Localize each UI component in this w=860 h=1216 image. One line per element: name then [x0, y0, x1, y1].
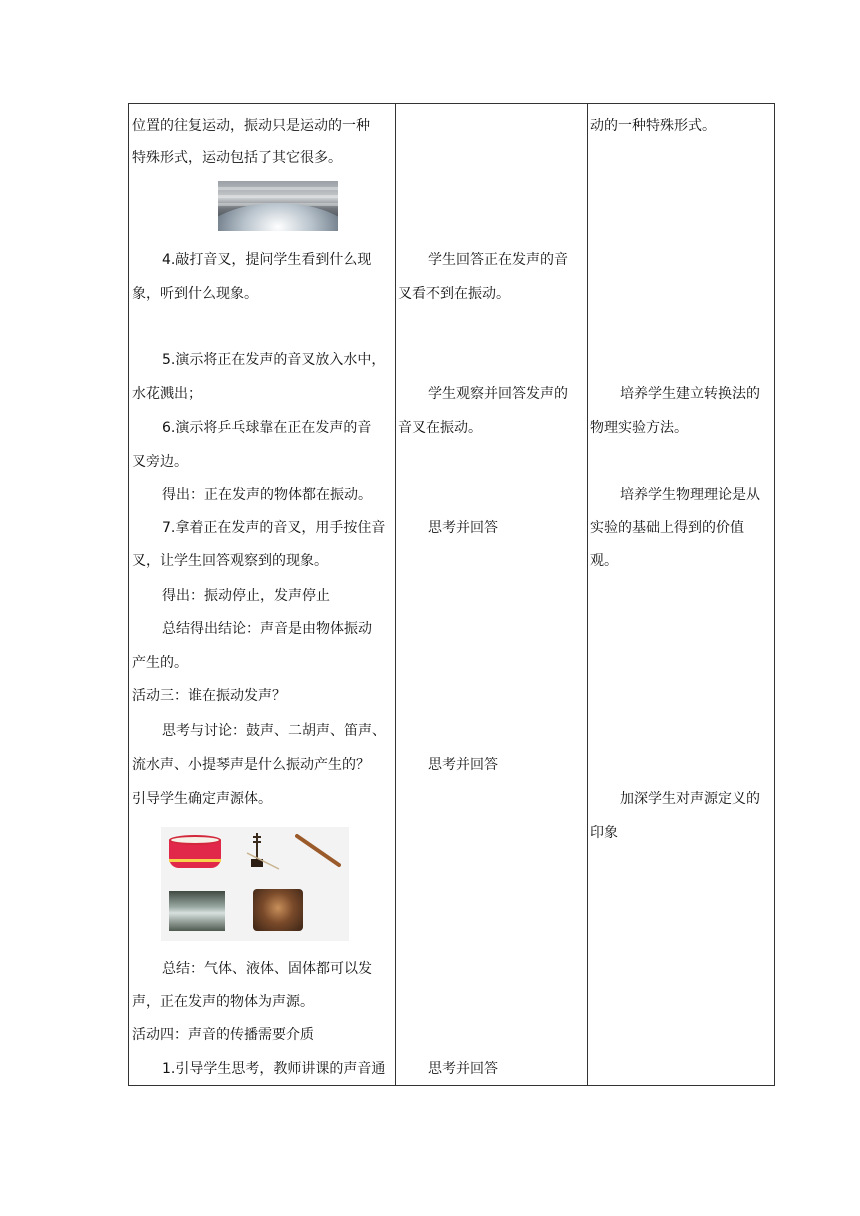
teacher-activity-line: 水花溅出；	[132, 386, 202, 402]
instruments-image	[161, 827, 349, 941]
design-intent-line: 加深学生对声源定义的	[620, 791, 760, 807]
teacher-activity-line: 流水声、小提琴声是什么振动产生的？	[132, 757, 370, 773]
stream-image	[169, 891, 225, 931]
student-activity-line: 学生观察并回答发声的	[428, 386, 568, 402]
design-intent-line: 动的一种特殊形式。	[590, 118, 716, 134]
teacher-activity-line: 产生的。	[132, 655, 188, 671]
teacher-activity-line: 总结：气体、液体、固体都可以发	[162, 961, 372, 977]
student-activity-line: 音叉在振动。	[398, 420, 482, 436]
column-divider	[395, 104, 396, 1085]
erhu-image	[243, 831, 283, 871]
teacher-activity-line: 叉，让学生回答观察到的现象。	[132, 553, 328, 569]
drum-image	[169, 835, 221, 871]
flute-image	[295, 833, 341, 869]
teacher-activity-line: 特殊形式，运动包括了其它很多。	[132, 150, 342, 166]
student-activity-line: 思考并回答	[428, 520, 498, 536]
student-activity-line: 叉看不到在振动。	[398, 286, 510, 302]
teacher-activity-line: 叉旁边。	[132, 454, 188, 470]
activity-heading: 活动三：谁在振动发声？	[132, 688, 286, 704]
design-intent-line: 实验的基础上得到的价值	[590, 520, 744, 536]
teacher-activity-line: 得出：振动停止，发声停止	[162, 588, 330, 604]
teacher-activity-line: 位置的往复运动，振动只是运动的一种	[132, 118, 370, 134]
teacher-activity-line: 4.敲打音叉，提问学生看到什么现	[162, 252, 372, 268]
teacher-activity-line: 象，听到什么现象。	[132, 286, 258, 302]
teacher-activity-line: 得出：正在发声的物体都在振动。	[162, 487, 372, 503]
lesson-plan-table	[128, 103, 775, 1086]
design-intent-line: 培养学生物理理论是从	[620, 487, 760, 503]
student-activity-line: 思考并回答	[428, 757, 498, 773]
violin-image	[253, 889, 303, 931]
teacher-activity-line: 引导学生确定声源体。	[132, 791, 272, 807]
activity-heading: 活动四：声音的传播需要介质	[132, 1027, 314, 1043]
design-intent-line: 物理实验方法。	[590, 420, 688, 436]
student-activity-line: 学生回答正在发声的音	[428, 252, 568, 268]
teacher-activity-line: 声，正在发声的物体为声源。	[132, 994, 314, 1010]
teacher-activity-line: 总结得出结论：声音是由物体振动	[162, 621, 372, 637]
teacher-activity-line: 1.引导学生思考，教师讲课的声音通	[162, 1061, 386, 1077]
teacher-activity-line: 思考与讨论：鼓声、二胡声、笛声、	[162, 723, 386, 739]
student-activity-line: 思考并回答	[428, 1061, 498, 1077]
design-intent-line: 印象	[590, 825, 618, 841]
design-intent-line: 培养学生建立转换法的	[620, 386, 760, 402]
teacher-activity-line: 5.演示将正在发声的音叉放入水中，	[162, 352, 386, 368]
design-intent-line: 观。	[590, 553, 618, 569]
column-divider	[587, 104, 588, 1085]
earth-image	[218, 181, 338, 231]
teacher-activity-line: 6.演示将乒乓球靠在正在发声的音	[162, 420, 372, 436]
teacher-activity-line: 7.拿着正在发声的音叉，用手按住音	[162, 520, 386, 536]
